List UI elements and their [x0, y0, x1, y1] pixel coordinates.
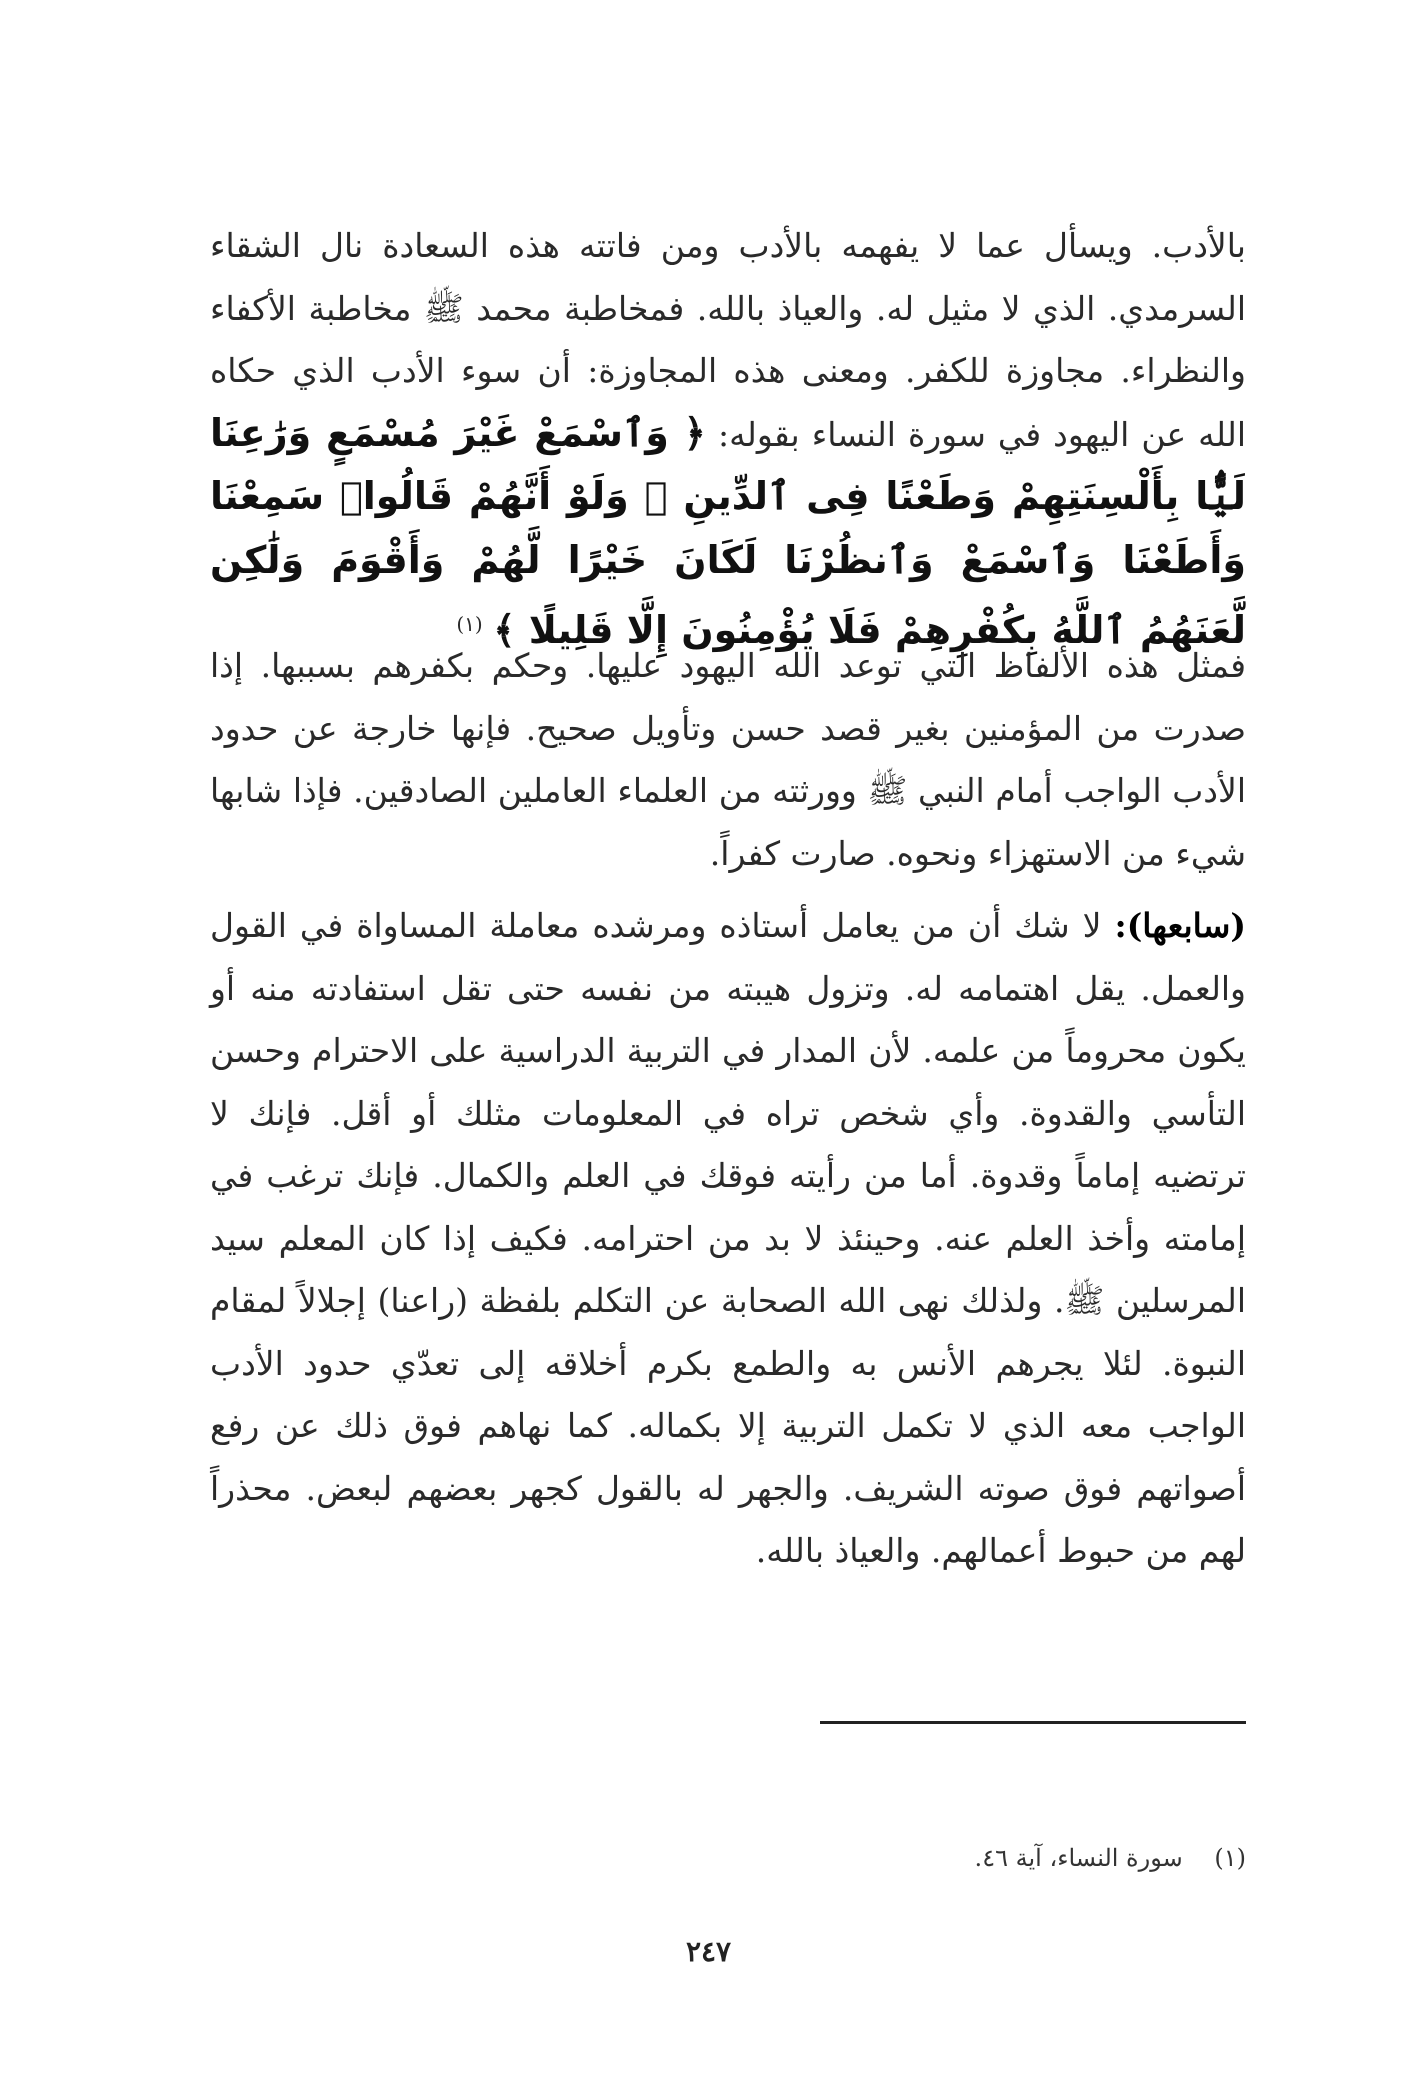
- section-lead-label: (سابعها):: [1114, 906, 1246, 945]
- footnote-text: سورة النساء، آية ٤٦.: [974, 1844, 1183, 1872]
- paragraph-3: [210, 895, 1246, 1583]
- footnote-divider: [820, 1721, 1246, 1724]
- paragraph-3-text: لا شك أن من يعامل أستاذه ومرشده معاملة المساواة في القول والعمل. يقل اهتمامه له. وتزول هيبته من نفسه حتى تقل استفادته منه أو يكون محروماً من علمه. لأن المدار في التربية الدراسية على الاحترام وحسن التأسي والقدوة. وأي شخص تراه في المعلومات مثلك أو أقل. فإنك لا ترتضيه إماماً وقدوة. أما من رأيته فوقك في العلم والكمال. فإنك ترغب في إمامته وأخذ العلم عنه. وحينئذ لا بد من احترامه. فكيف إذا كان المعلم سيد المرسلين ﷺ. ولذلك نهى الله الصحابة عن التكلم بلفظة (راعنا) إجلالاً لمقام النبوة. لئلا يجرهم الأنس به والطمع بكرم أخلاقه إلى تعدّي حدود الأدب الواجب معه الذي لا تكمل التربية إلا بكماله. كما نهاهم فوق ذلك عن رفع أصواتهم فوق صوته الشريف. والجهر له بالقول كجهر بعضهم لبعض. محذراً لهم من حبوط أعمالهم. والعياذ بالله.: [210, 906, 1246, 1570]
- page-number: ٢٤٧: [685, 1935, 732, 1968]
- paragraph-1-text: بالأدب. ويسأل عما لا يفهمه بالأدب ومن فاتته هذه السعادة نال الشقاء السرمدي. الذي لا مثيل له. والعياذ بالله. فمخاطبة محمد ﷺ مخاطبة الأكفاء والنظراء. مجاوزة للكفر. ومعنى هذه المجاوزة: أن سوء الأدب الذي حكاه الله عن اليهود في سورة النساء بقوله:: [210, 226, 1246, 454]
- paragraph-2-text: فمثل هذه الألفاظ التي توعد الله اليهود عليها. وحكم بكفرهم بسببها. إذا صدرت من المؤمنين بغير قصد حسن وتأويل صحيح. فإنها خارجة عن حدود الأدب الواجب أمام النبي ﷺ وورثته من العلماء العاملين الصادقين. فإذا شابها شيء من الاستهزاء ونحوه. صارت كفراً.: [210, 646, 1246, 873]
- footnote-number: (١): [1214, 1844, 1246, 1872]
- paragraph-1: [210, 215, 1246, 664]
- footnote-reference: (١): [456, 612, 483, 636]
- quran-verse: ﴿ وَٱسْمَعْ غَيْرَ مُسْمَعٍ وَرَٰعِنَا لَيًّۢا بِأَلْسِنَتِهِمْ وَطَعْنًا فِى ٱلدِّينِ ۚ وَلَوْ أَنَّهُمْ قَالُوا۟ سَمِعْنَا وَأَطَعْنَا وَٱسْمَعْ وَٱنظُرْنَا لَكَانَ خَيْرًا لَّهُمْ وَأَقْوَمَ وَلَٰكِن لَّعَنَهُمُ ٱللَّهُ بِكُفْرِهِمْ فَلَا يُؤْمِنُونَ إِلَّا قَلِيلًا ﴾: [210, 410, 1246, 652]
- footnote: [700, 1843, 1246, 1873]
- paragraph-2: [210, 635, 1246, 885]
